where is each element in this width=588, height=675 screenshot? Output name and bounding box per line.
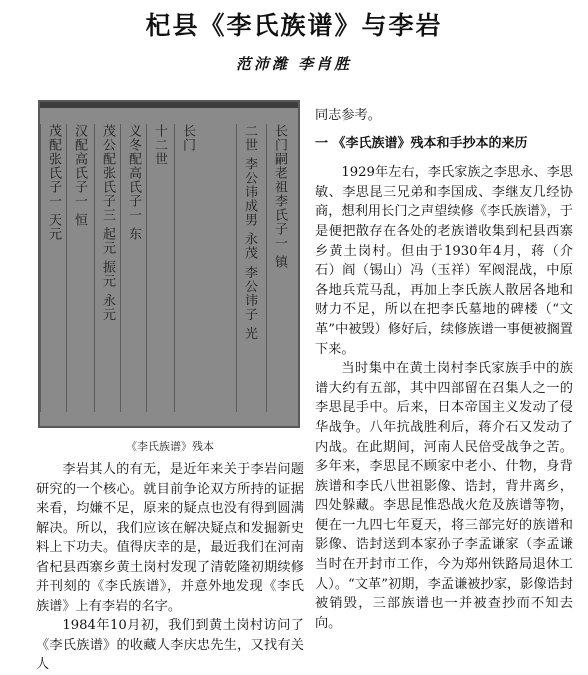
right-paragraph-1: 1929年左右，李氏家族之李思永、李思敏、李思昆三兄弟和李国成、李继友几经协商，想利用长门之声望续修《李氏族谱》，于是便把散存在各处的老族谱收集到杞县西寨乡黄土岗村。但由于1930年4月，蒋（介石）阎（锡山）冯（玉祥）军阀混战，中原各地兵荒马乱，再加上李氏族人散居各地和财力不足，所以在把李氏墓地的碑楼（“文革”中被毁）修好后，续修族谱一事便被搁置下来。: [315, 165, 573, 357]
photo-column-6: 茂公配张氏子三 起元 振元 永元: [94, 124, 120, 412]
photo-column-8: 茂配张氏子一 天元: [40, 124, 66, 412]
right-column: [315, 106, 573, 633]
genealogy-photo: [38, 100, 300, 428]
photo-column-2: 二世 李公讳成男 永茂 李公讳子 光: [236, 124, 262, 412]
photo-column-5: 义冬配高氏子一 东: [120, 124, 146, 412]
photo-top-band: [40, 102, 298, 108]
article-title: 杞县《李氏族谱》与李岩: [145, 11, 443, 40]
photo-column-4: 十二世: [146, 124, 172, 412]
article-authors: 范沛潍 李肖胜: [235, 55, 353, 73]
photo-caption: 《李氏族谱》残本: [126, 440, 214, 453]
left-paragraph-2: 1984年10月初，我们到黄土岗村访问了《李氏族谱》的收藏人李庆忠先生，又找有关人: [36, 618, 304, 672]
right-paragraph-0: 同志参考。: [315, 108, 381, 123]
section-heading: 一 《李氏族谱》残本和手抄本的来历: [315, 135, 528, 151]
left-paragraph-1: 李岩其人的有无，是近年来关于李岩问题研究的一个核心。就目前争论双方所持的证据来看，均嫌不足，原来的疑点也没有得到圆满解决。所以，我们应该在解决疑点和发掘新史料上下功夫。值得庆幸的是，最近我们在河南省杞县西寨乡黄土岗村发现了清乾隆初期续修并刊刻的《李氏族谱》，并意外地发现《李氏族谱》上有李岩的名字。: [36, 462, 304, 614]
left-column: [36, 460, 304, 675]
photo-column-7: 汉配高氏子一 恒: [66, 124, 92, 412]
photo-column-1: 长门嗣老祖李氏子一 镇: [266, 124, 292, 412]
right-paragraph-2: 当时集中在黄土岗村李氏家族手中的族谱大约有五部，其中四部留在召集人之一的李思昆手中。后来，日本帝国主义发动了侵华战争。八年抗战胜利后，蒋介石又发动了内战。在此期间，河南人民倍受战争之苦。多年来，李思昆不顾家中老小、什物，身背族谱和李氏八世祖影像、诰封，背井离乡，四处躲藏。李思昆惟恐战火危及族谱等物，便在一九四七年夏天，将三部完好的族谱和影像、诰封送到本家孙子李孟谦家（李孟谦当时在开封市工作，今为郑州铁路局退休工人）。“文革”初期，李孟谦被抄家，影像诰封被销毁，三部族谱也一并被查抄而不知去向。: [315, 361, 573, 631]
photo-column-3: 长门: [174, 124, 200, 412]
